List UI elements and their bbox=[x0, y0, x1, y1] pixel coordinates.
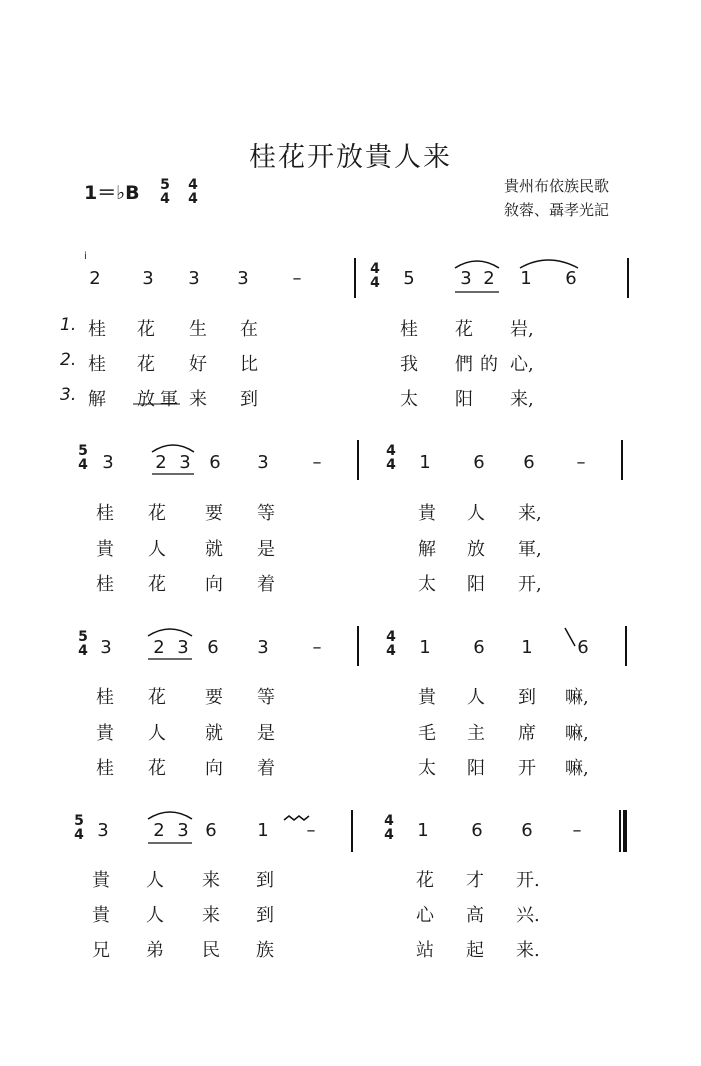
note: 2 bbox=[155, 452, 167, 473]
time-signature-5-4 bbox=[76, 444, 90, 472]
slur bbox=[152, 445, 194, 452]
lyric: 到 bbox=[256, 905, 274, 926]
note: 6 bbox=[209, 452, 221, 473]
lyric: 花 bbox=[455, 319, 473, 340]
meter-numerator: 4 bbox=[188, 177, 198, 193]
lyric: 来 bbox=[202, 870, 220, 891]
note: 3 bbox=[177, 820, 189, 841]
lyric: 放 bbox=[137, 389, 155, 410]
meter-denominator: 4 bbox=[78, 457, 88, 473]
lyric: 我 bbox=[400, 354, 418, 375]
lyric: 太 bbox=[400, 389, 418, 410]
meter-numerator: 4 bbox=[386, 629, 396, 645]
lyric: 着 bbox=[257, 574, 275, 595]
note: 1 bbox=[257, 820, 269, 841]
lyric: 貴 bbox=[418, 503, 436, 524]
note: 3 bbox=[188, 268, 200, 289]
lyric: 桂 bbox=[96, 574, 114, 595]
note: 6 bbox=[471, 820, 483, 841]
note: 3 bbox=[177, 637, 189, 658]
lyric: 花 bbox=[148, 503, 166, 524]
lyric: 来, bbox=[510, 389, 534, 410]
lyric: 在 bbox=[240, 319, 258, 340]
lyric: 到 bbox=[518, 687, 536, 708]
lyric: 嘛, bbox=[565, 687, 589, 708]
lyric: 桂 bbox=[96, 503, 114, 524]
note: 3 bbox=[257, 452, 269, 473]
note: 2 bbox=[89, 268, 101, 289]
rest-dash: – bbox=[292, 268, 302, 289]
lyric: 解 bbox=[418, 539, 436, 560]
lyric: 开, bbox=[518, 574, 542, 595]
lyric: 开. bbox=[516, 870, 540, 891]
slur bbox=[148, 812, 192, 819]
time-signature-4-4 bbox=[382, 814, 396, 842]
lyric: 花 bbox=[137, 319, 155, 340]
meter-numerator: 5 bbox=[74, 813, 84, 829]
lyric: 軍, bbox=[518, 539, 542, 560]
meter-denominator: 4 bbox=[384, 827, 394, 843]
lyric: 貴 bbox=[96, 539, 114, 560]
lyric: 是 bbox=[257, 723, 275, 744]
lyric: 高 bbox=[466, 905, 484, 926]
lyric: 民 bbox=[202, 940, 220, 961]
lyric: 貴 bbox=[96, 723, 114, 744]
lyric: 桂 bbox=[88, 319, 106, 340]
lyric: 岩, bbox=[510, 319, 534, 340]
lyric: 是 bbox=[257, 539, 275, 560]
lyric: 席 bbox=[518, 723, 536, 744]
lyric: 来 bbox=[189, 389, 207, 410]
key-signature: 1＝♭B bbox=[84, 182, 140, 204]
lyric: 就 bbox=[205, 723, 223, 744]
lyric: 站 bbox=[416, 940, 434, 961]
lyric: 花 bbox=[148, 758, 166, 779]
lyric: 貴 bbox=[92, 905, 110, 926]
lyric: 来, bbox=[518, 503, 542, 524]
note: 2 bbox=[153, 820, 165, 841]
lyric: 要 bbox=[205, 503, 223, 524]
time-signature-5-4 bbox=[72, 814, 86, 842]
rest-dash: – bbox=[312, 452, 322, 473]
lyric: 貴 bbox=[92, 870, 110, 891]
lyric: 就 bbox=[205, 539, 223, 560]
lyric: 花 bbox=[148, 574, 166, 595]
meter-numerator: 5 bbox=[78, 629, 88, 645]
lyric: 到 bbox=[256, 870, 274, 891]
note: 3 bbox=[100, 637, 112, 658]
lyric: 等 bbox=[257, 687, 275, 708]
meter-numerator: 4 bbox=[370, 261, 380, 277]
lyric: 兴. bbox=[516, 905, 540, 926]
verse-number: 3. bbox=[60, 385, 77, 405]
lyric: 太 bbox=[418, 574, 436, 595]
time-signature-5-4 bbox=[76, 630, 90, 658]
lyric: 起 bbox=[466, 940, 484, 961]
lyric: 心, bbox=[510, 354, 534, 375]
slur bbox=[455, 261, 499, 268]
lyric: 族 bbox=[256, 940, 274, 961]
lyric: 人 bbox=[148, 539, 166, 560]
meter-denominator: 4 bbox=[370, 275, 380, 291]
lyric: 人 bbox=[146, 905, 164, 926]
note: 2 bbox=[483, 268, 495, 289]
song-title: 桂花开放貴人来 bbox=[249, 142, 452, 173]
slur bbox=[520, 260, 578, 268]
note: 3 bbox=[237, 268, 249, 289]
lyric: 人 bbox=[148, 723, 166, 744]
verse-number: 1. bbox=[60, 315, 77, 335]
lyric: 向 bbox=[205, 574, 223, 595]
lyric: 等 bbox=[257, 503, 275, 524]
lyric: 花 bbox=[416, 870, 434, 891]
note: 6 bbox=[565, 268, 577, 289]
lyric: 人 bbox=[146, 870, 164, 891]
time-signature-4-4 bbox=[384, 444, 398, 472]
lyric: 阳 bbox=[467, 758, 485, 779]
rest-dash: – bbox=[572, 820, 582, 841]
lyric: 阳 bbox=[467, 574, 485, 595]
lyric: 开 bbox=[518, 758, 536, 779]
note: 6 bbox=[523, 452, 535, 473]
meter-numerator: 4 bbox=[384, 813, 394, 829]
lyric: 人 bbox=[467, 687, 485, 708]
rest-dash: – bbox=[576, 452, 586, 473]
rest-dash: – bbox=[306, 820, 316, 841]
lyric: 桂 bbox=[96, 687, 114, 708]
note: 6 bbox=[577, 637, 589, 658]
meter-numerator: 5 bbox=[160, 177, 170, 193]
note: 6 bbox=[473, 452, 485, 473]
lyric: 主 bbox=[467, 723, 485, 744]
note: 1 bbox=[417, 820, 429, 841]
note: 6 bbox=[207, 637, 219, 658]
note: 6 bbox=[473, 637, 485, 658]
lyric: 桂 bbox=[400, 319, 418, 340]
note: 3 bbox=[142, 268, 154, 289]
lyric: 向 bbox=[205, 758, 223, 779]
grace-note: i bbox=[84, 251, 87, 262]
lyric: 太 bbox=[418, 758, 436, 779]
lyric: 好 bbox=[189, 354, 207, 375]
lyric: 兄 bbox=[92, 940, 110, 961]
note: 6 bbox=[205, 820, 217, 841]
meter-denominator: 4 bbox=[188, 191, 198, 207]
note: 1 bbox=[521, 637, 533, 658]
lyric: 桂 bbox=[88, 354, 106, 375]
credit-transcribers: 敘蓉、聶孝光記 bbox=[503, 201, 609, 219]
lyric: 才 bbox=[466, 870, 484, 891]
verse-number: 2. bbox=[60, 350, 77, 370]
lyric: 桂 bbox=[96, 758, 114, 779]
note: 6 bbox=[521, 820, 533, 841]
lyric: 阳 bbox=[455, 389, 473, 410]
note: 1 bbox=[419, 637, 431, 658]
rest-dash: – bbox=[312, 637, 322, 658]
lyric: 来 bbox=[202, 905, 220, 926]
slur bbox=[148, 629, 192, 636]
meter-numerator: 4 bbox=[386, 443, 396, 459]
lyric: 貴 bbox=[418, 687, 436, 708]
lyric: 軍 bbox=[160, 389, 178, 410]
lyric: 人 bbox=[467, 503, 485, 524]
lyric: 心 bbox=[416, 905, 434, 926]
lyric: 弟 bbox=[146, 940, 164, 961]
lyric: 要 bbox=[205, 687, 223, 708]
note: 3 bbox=[257, 637, 269, 658]
meter-denominator: 4 bbox=[160, 191, 170, 207]
meter-denominator: 4 bbox=[74, 827, 84, 843]
lyric: 花 bbox=[148, 687, 166, 708]
lyric: 生 bbox=[189, 319, 207, 340]
lyric: 解 bbox=[88, 389, 106, 410]
lyric: 們 bbox=[455, 354, 473, 375]
meter-denominator: 4 bbox=[386, 643, 396, 659]
lyric: 花 bbox=[137, 354, 155, 375]
note: 1 bbox=[419, 452, 431, 473]
note: 1 bbox=[520, 268, 532, 289]
meter-denominator: 4 bbox=[386, 457, 396, 473]
lyric: 着 bbox=[257, 758, 275, 779]
lyric: 到 bbox=[240, 389, 258, 410]
lyric: 嘛, bbox=[565, 758, 589, 779]
meter-denominator: 4 bbox=[78, 643, 88, 659]
note: 2 bbox=[153, 637, 165, 658]
note: 5 bbox=[403, 268, 415, 289]
lyric: 嘛, bbox=[565, 723, 589, 744]
lyric: 的 bbox=[480, 354, 498, 375]
lyric: 放 bbox=[467, 539, 485, 560]
lyric: 来. bbox=[516, 940, 540, 961]
lyric: 比 bbox=[240, 354, 258, 375]
time-signature-4-4 bbox=[368, 262, 382, 290]
note: 3 bbox=[102, 452, 114, 473]
note: 3 bbox=[460, 268, 472, 289]
note: 3 bbox=[97, 820, 109, 841]
note: 3 bbox=[179, 452, 191, 473]
lyric: 毛 bbox=[418, 723, 436, 744]
credit-origin: 貴州布依族民歌 bbox=[503, 177, 609, 195]
meter-numerator: 5 bbox=[78, 443, 88, 459]
time-signature-4-4 bbox=[384, 630, 398, 658]
